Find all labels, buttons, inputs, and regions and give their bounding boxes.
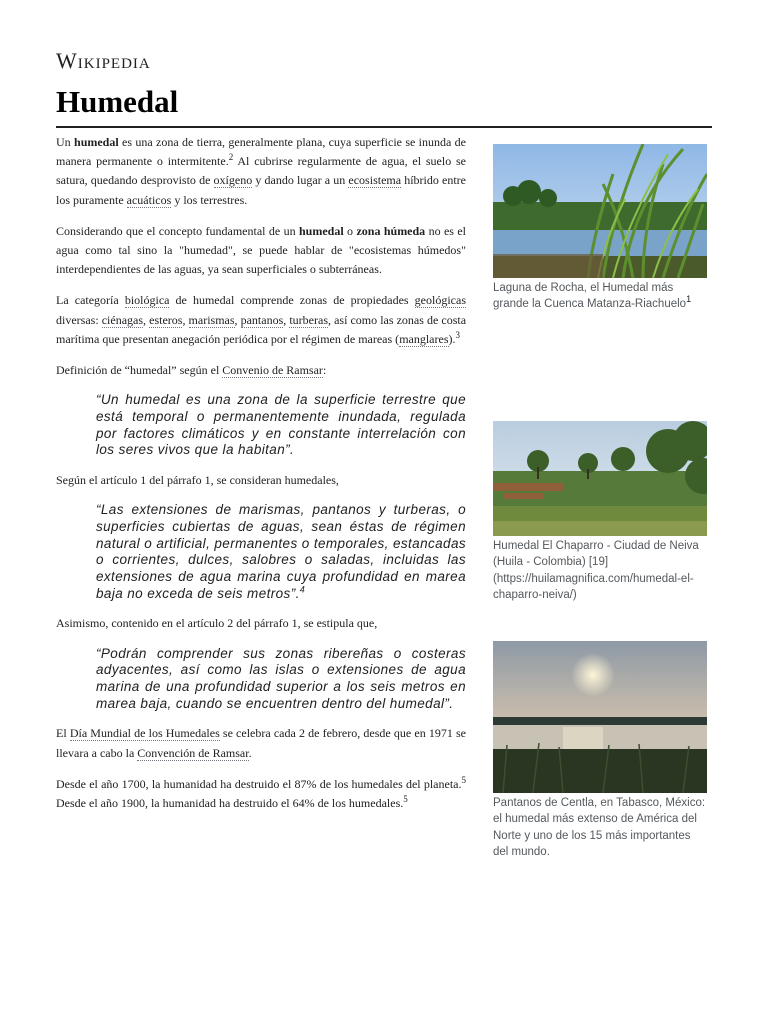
paragraph-ramsar-definition: Definición de “humedal” según el Convenio de Ramsar:	[56, 363, 327, 378]
link-convencion-ramsar[interactable]: Convención de Ramsar	[137, 745, 249, 760]
link-geologicas[interactable]: geológicas	[414, 293, 466, 308]
link-ecosistema[interactable]: ecosistema	[348, 173, 402, 188]
figure-laguna-de-rocha	[493, 144, 707, 313]
image-pantanos-de-centla[interactable]	[493, 641, 707, 793]
reference-4[interactable]: 4	[299, 584, 306, 595]
quote-article-2: “Podrán comprender sus zonas ribereñas o costeras adyacentes, así como las islas o extensiones de agua marina de una profundidad superior a los seis metros en marea baja, cuando se encuentren dentro del humedal”.	[96, 645, 466, 711]
caption-laguna-de-rocha: Laguna de Rocha, el Humedal más grande la Cuenca Matanza-Riachuelo$^1$	[493, 282, 692, 311]
paragraph-concept: Considerando que el concepto fundamental de un humedal o zona húmeda no es el agua como tal sino la "humedad", se puede hablar de "ecosistemas húmedos" interdependientes de las aguas, ya sean superficiales o subterráneas.	[56, 223, 467, 277]
link-manglares[interactable]: manglares	[399, 331, 449, 346]
reference-5a[interactable]: 5	[461, 774, 466, 785]
paragraph-article-2: Asimismo, contenido en el artículo 2 del párrafo 1, se estipula que,	[56, 616, 378, 631]
link-oxigeno[interactable]: oxígeno	[213, 173, 253, 188]
paragraph-world-day: El Día Mundial de los Humedales se celebra cada 2 de febrero, desde que en 1971 se llevara a cabo la Convención de Ramsar.	[56, 726, 466, 760]
paragraph-category: La categoría biológica de humedal comprende zonas de propiedades geológicas diversas: ciénagas, esteros, marismas, pantanos, turberas, así como las zonas de costa marítima que presentan anegación periódica por el régimen de mareas (manglares).$^3$	[56, 293, 467, 346]
reference-2[interactable]: 2	[228, 152, 234, 163]
figure-humedal-el-chaparro	[493, 421, 707, 603]
page-title: Humedal	[56, 84, 179, 119]
wikipedia-logo[interactable]: Wikipedia	[56, 48, 151, 73]
link-esteros[interactable]: esteros	[149, 312, 183, 327]
paragraph-article-1: Según el artículo 1 del párrafo 1, se consideran humedales,	[56, 473, 339, 488]
link-convenio-ramsar[interactable]: Convenio de Ramsar	[222, 363, 323, 378]
link-cienagas[interactable]: ciénagas	[101, 312, 144, 327]
reference-5b[interactable]: 5	[403, 794, 408, 805]
link-turberas[interactable]: turberas	[289, 312, 328, 327]
link-dia-mundial-humedales[interactable]: Día Mundial de los Humedales	[69, 726, 220, 741]
link-biologica[interactable]: biológica	[124, 293, 170, 308]
quote-article-1: “Las extensiones de marismas, pantanos y turberas, o superficies cubiertas de aguas, sean éstas de régimen natural o artificial, permanentes o temporales, estancadas o corrientes, dulces, salobres o saladas, incluidas las extensiones de agua marina cuya profundidad en marea baja no exceda de seis metros”.$^4$	[96, 502, 466, 601]
article-body	[56, 133, 466, 825]
paragraph-intro: Un humedal es una zona de tierra, generalmente plana, cuya superficie se inunda de manera permanente o intermitente.$^2$ Al cubrirse regularmente de agua, el suelo se satura, quedando desprovisto de oxígeno y dando lugar a un ecosistema híbrido entre los puramente acuáticos y los terrestres.	[56, 135, 467, 207]
caption-pantanos-de-centla: Pantanos de Centla, en Tabasco, México: el humedal más extenso de América del Norte y uno de los 15 más importantes del mundo.	[493, 797, 706, 858]
title-divider	[56, 126, 712, 128]
term-humedal: humedal	[74, 135, 119, 149]
term-humedal-bold: humedal	[298, 223, 344, 238]
paragraph-destruction: Desde el año 1700, la humanidad ha destruido el 87% de los humedales del planeta.$^5$ Desde el año 1900, la humanidad ha destruido el 64% de los humedales.$^5$	[56, 774, 466, 811]
quote-definition: “Un humedal es una zona de la superficie terrestre que está temporal o permanentemente inundada, regulada por factores climáticos y en constante interrelación con los seres vivos que la habitan”.	[96, 392, 466, 458]
reference-3[interactable]: 3	[455, 329, 460, 340]
figure-pantanos-de-centla	[493, 641, 707, 860]
link-marismas[interactable]: marismas	[188, 312, 235, 327]
link-acuaticos[interactable]: acuáticos	[126, 192, 172, 207]
term-zona-humeda: zona húmeda	[356, 223, 426, 238]
link-pantanos[interactable]: pantanos	[240, 312, 284, 327]
image-laguna-de-rocha[interactable]	[493, 144, 707, 278]
image-humedal-el-chaparro[interactable]	[493, 421, 707, 536]
reference-1[interactable]: 1	[686, 294, 692, 305]
caption-humedal-el-chaparro: Humedal El Chaparro - Ciudad de Neiva (Huila - Colombia) [19] (https://huilamagnifica.com/humedal-el-chaparro-neiva/)	[493, 540, 699, 601]
